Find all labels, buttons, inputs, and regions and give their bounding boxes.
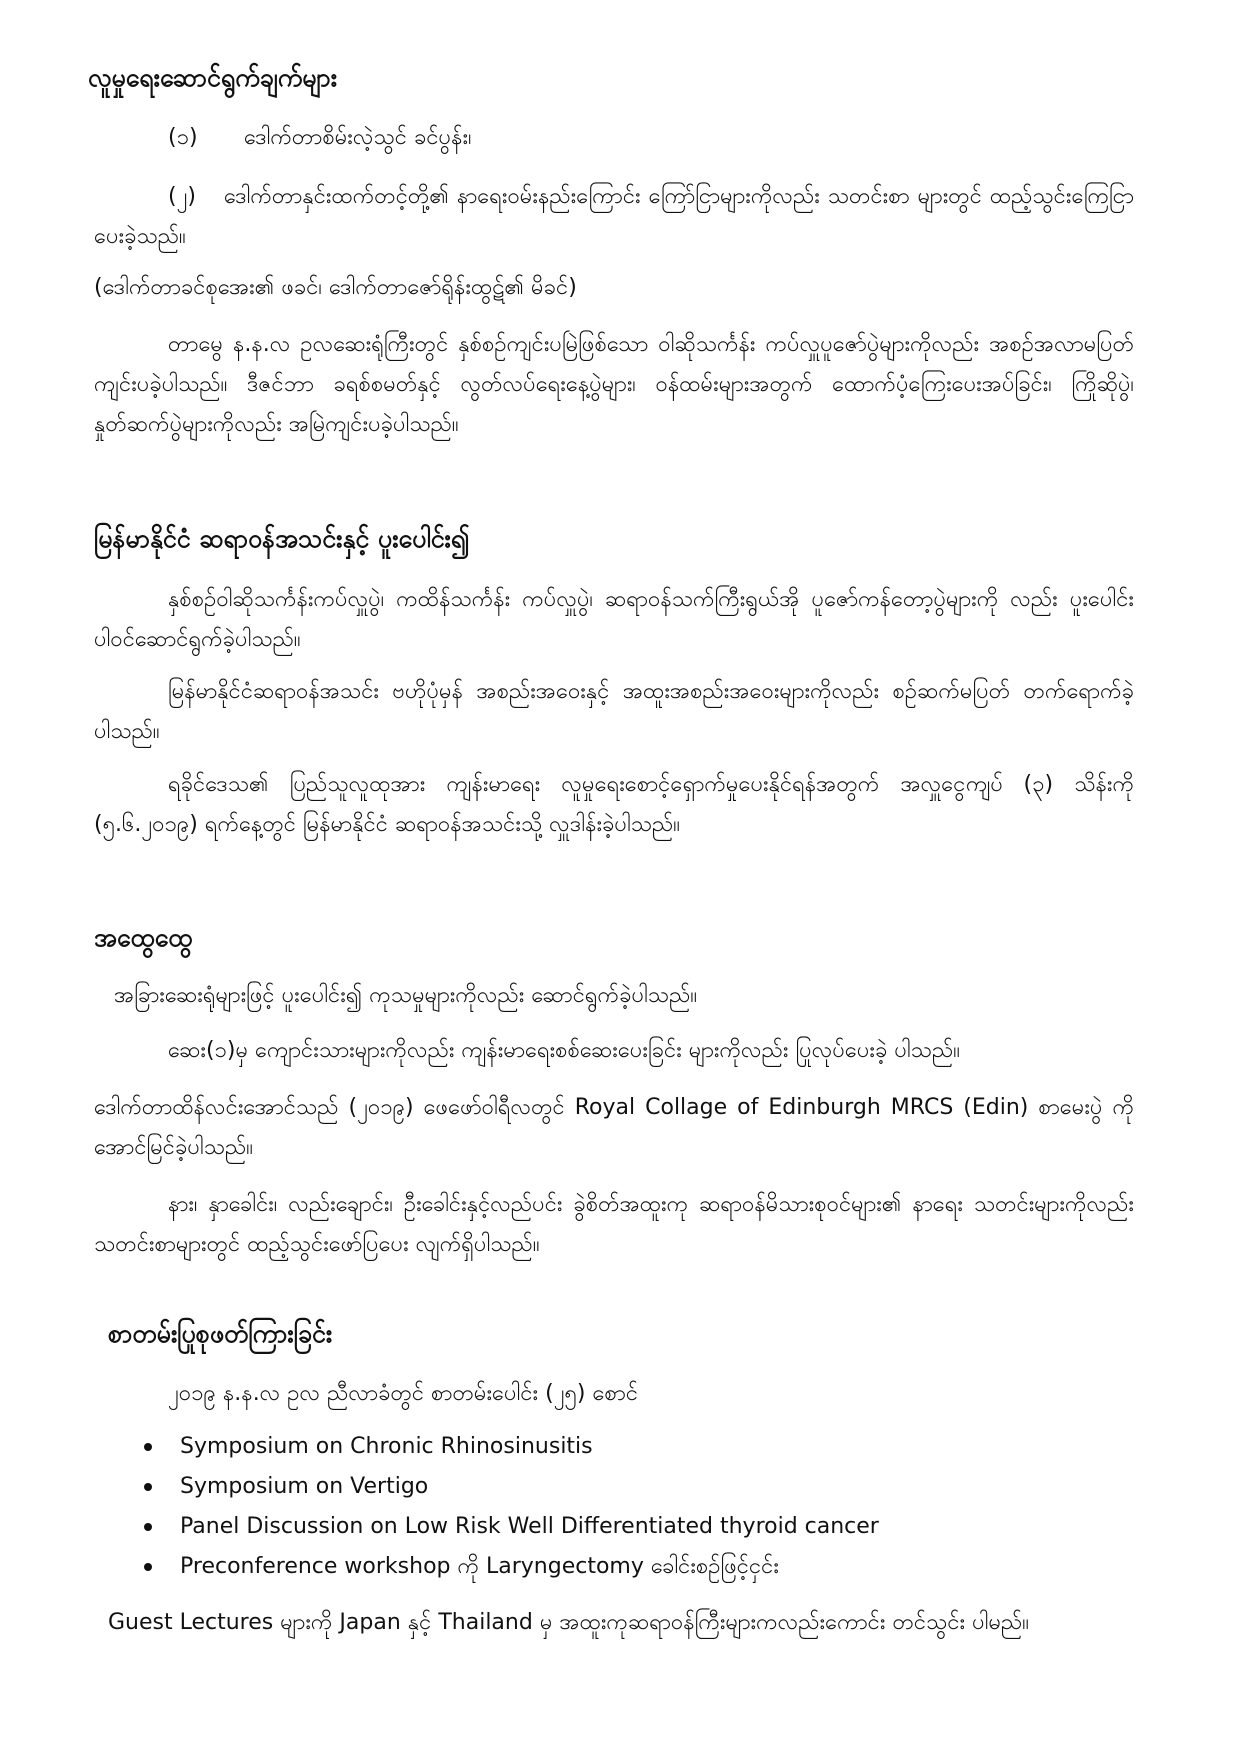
- line-text: ဆေး(၁)မှ ကျောင်းသားများကိုလည်း ကျန်းမာရေးစစ်ဆေးပေးခြင်း များကိုလည်း ပြုလုပ်ပေးခဲ့ ပါသည်။: [168, 1038, 960, 1063]
- bullet-icon: [144, 1523, 152, 1531]
- bullet-icon: [144, 1443, 152, 1451]
- closing-text: Guest Lectures များကို Japan နှင့် Thailand မှ အထူးကုဆရာဝန်ကြီးများကလည်းကောင်း တင်သွင်း ပါမည်။: [108, 1610, 1029, 1635]
- bullet-icon: [144, 1483, 152, 1491]
- list-item: Panel Discussion on Low Risk Well Differentiated thyroid cancer: [144, 1507, 1134, 1547]
- list-item: Preconference workshop ကို Laryngectomy ခေါင်းစဉ်ဖြင့်ငှင်း: [144, 1547, 1134, 1587]
- list-item-text: [94, 177, 1134, 257]
- paragraph: နား၊ နှာခေါင်း၊ လည်းချောင်း၊ ဦးခေါင်းနှင့်လည်ပင်း ခွဲစိတ်အထူးကု ဆရာဝန်မိသားစုဝင်များ၏ နာရေး သတင်းများကိုလည်း သတင်းစာများတွင် ထည့်သွင်းဖော်ပြပေး လျက်ရှိပါသည်။: [94, 1192, 1134, 1257]
- paragraph: မြန်မာနိုင်ငံဆရာဝန်အသင်း ဗဟိုပုံမှန် အစည်းအဝေးနှင့် အထူးအစည်းအဝေးများကိုလည်း စဉ်ဆက်မပြတ် တက်ရောက်ခဲ့ပါသည်။: [94, 679, 1134, 744]
- paragraph: ရခိုင်ဒေသ၏ ပြည်သူလူထုအား ကျန်းမာရေး လူမှုရေးစောင့်ရှောက်မှုပေးနိုင်ရန်အတွက် အလှူငွေကျပ် (၃) သိန်းကို (၅.၆.၂၀၁၉) ရက်နေ့တွင် မြန်မာနိုင်ငံ ဆရာဝန်အသင်းသို့ လှူဒါန်းခဲ့ပါသည်။: [94, 772, 1134, 837]
- section-heading-social-activities: လူမှုရေးဆောင်ရွက်ချက်များ: [88, 63, 338, 92]
- item-number: (၁): [168, 125, 198, 150]
- section-heading-mma-cooperation: မြန်မာနိုင်ငံ ဆရာဝန်အသင်းနှင့် ပူးပေါင်း၍: [94, 524, 470, 553]
- list-item: Symposium on Vertigo: [144, 1467, 1134, 1507]
- paragraph: ဒေါက်တာထိန်လင်းအောင်သည် (၂၀၁၉) ဖေဖော်ဝါရီလတွင် Royal Collage of Edinburgh MRCS (Edin) စာမေးပွဲ ကို အောင်မြင်ခဲ့ပါသည်။: [94, 1095, 1134, 1160]
- line-text: အခြားဆေးရုံများဖြင့် ပူးပေါင်း၍ ကုသမှုများကိုလည်း ဆောင်ရွက်ခဲ့ပါသည်။: [114, 983, 698, 1008]
- item-text: ဒေါက်တာနှင်းထက်တင့်တို့၏ နာရေးဝမ်းနည်းကြောင်း ကြော်ငြာများကိုလည်း သတင်းစာ များတွင် ထည့်သွင်းကြေငြာပေးခဲ့သည်။: [94, 184, 1134, 249]
- section-heading-papers: စာတမ်းပြုစုဖတ်ကြားခြင်း: [108, 1319, 333, 1348]
- item-text: ဒေါက်တာစိမ်းလဲ့သွင် ခင်ပွန်း၊: [244, 125, 472, 150]
- bullet-list: [144, 1427, 1134, 1587]
- list-item: Symposium on Chronic Rhinosinusitis: [144, 1427, 1134, 1467]
- section-heading-general: အထွေထွေ: [94, 923, 193, 952]
- intro-text: ၂၀၁၉ န.န.လ ဥလ ညီလာခံတွင် စာတမ်းပေါင်း (၂၅) စောင်: [168, 1381, 639, 1406]
- paragraph: တာမွေ န.န.လ ဥလဆေးရုံကြီးတွင် နှစ်စဉ်ကျင်းပမြဲဖြစ်သော ဝါဆိုသင်္ကန်း ကပ်လှူပူဇော်ပွဲများကိုလည်း အစဉ်အလာမပြတ် ကျင်းပခဲ့ပါသည်။ ဒီဇင်ဘာ ခရစ်စမတ်နှင့် လွတ်လပ်ရေးနေ့ပွဲများ၊ ဝန်ထမ်းများအတွက် ထောက်ပံ့ကြေးပေးအပ်ခြင်း၊ ကြိုဆိုပွဲ၊ နှုတ်ဆက်ပွဲများကိုလည်း အမြဲကျင်းပခဲ့ပါသည်။: [94, 332, 1134, 437]
- list-item: [168, 122, 472, 155]
- item-number: (၂): [168, 184, 196, 209]
- bullet-icon: [144, 1563, 152, 1571]
- paragraph: နှစ်စဉ်ဝါဆိုသင်္ကန်းကပ်လှူပွဲ၊ ကထိန်သင်္ကန်း ကပ်လှူပွဲ၊ ဆရာဝန်သက်ကြီးရွယ်အို ပူဇော်ကန်တော့ပွဲများကို လည်း ပူးပေါင်းပါဝင်ဆောင်ရွက်ခဲ့ပါသည်။: [94, 587, 1134, 652]
- note-text: (ဒေါက်တာခင်စုအေး၏ ဖခင်၊ ဒေါက်တာဇော်ရိုန်းထွဋ်၏ မိခင်): [94, 275, 577, 300]
